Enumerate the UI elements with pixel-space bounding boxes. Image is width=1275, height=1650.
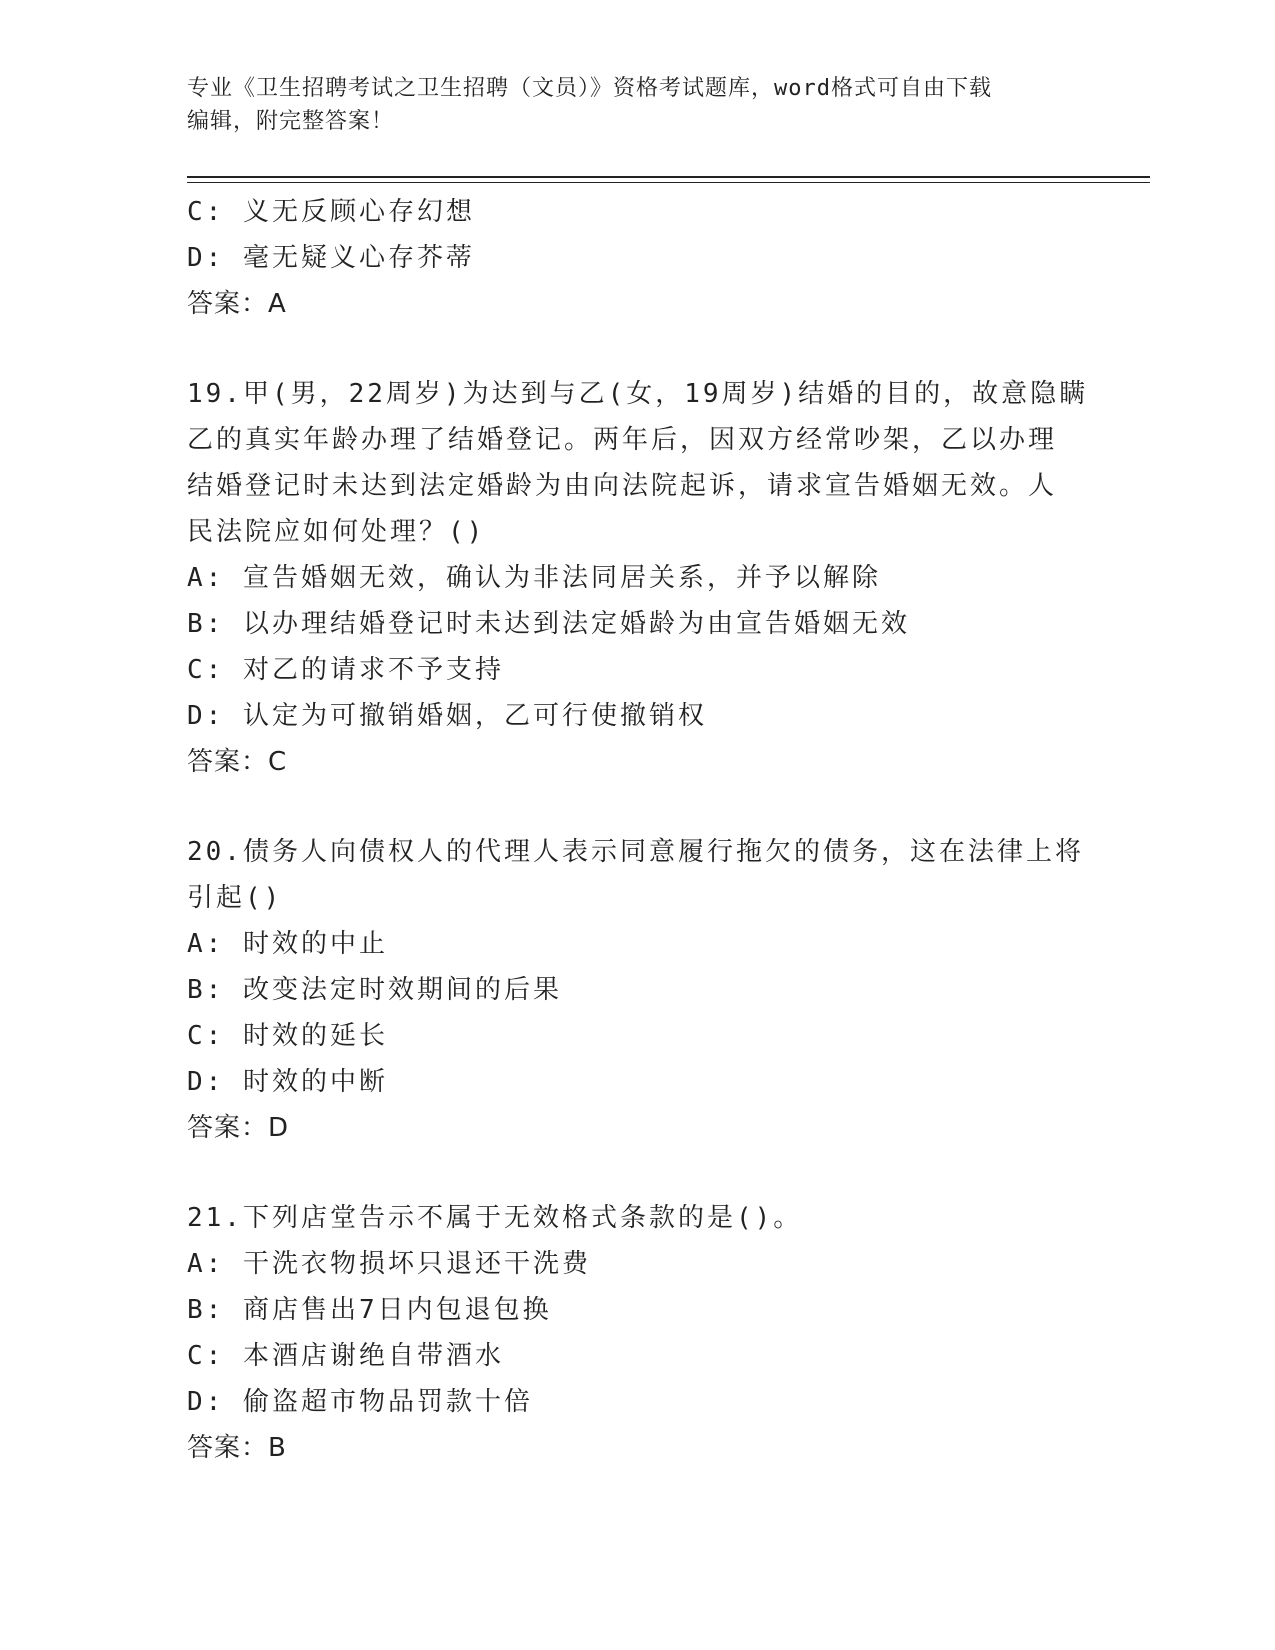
- option-d: D: 偷盗超市物品罚款十倍: [187, 1387, 533, 1417]
- question-19: [187, 371, 1087, 785]
- answer-line: 答案：A: [187, 289, 287, 319]
- option-d: D: 毫无疑义心存芥蒂: [187, 243, 475, 273]
- question-content: [187, 189, 1087, 1471]
- option-c: C: 对乙的请求不予支持: [187, 655, 504, 685]
- header-line-1: 专业《卫生招聘考试之卫生招聘（文员）》资格考试题库，word格式可自由下载: [187, 76, 992, 101]
- option-d: D: 认定为可撤销婚姻，乙可行使撤销权: [187, 701, 707, 731]
- question-stem-line: 民法院应如何处理？(): [187, 517, 486, 547]
- question-spacer: [187, 327, 1087, 371]
- answer-line: 答案：B: [187, 1433, 287, 1463]
- question-stem-line: 乙的真实年龄办理了结婚登记。两年后，因双方经常吵架，乙以办理: [187, 425, 1058, 455]
- question-spacer: [187, 785, 1087, 829]
- question-20: [187, 829, 1087, 1151]
- option-c: C: 时效的延长: [187, 1021, 388, 1051]
- answer-line: 答案：C: [187, 747, 288, 777]
- option-a: A: 宣告婚姻无效，确认为非法同居关系，并予以解除: [187, 563, 881, 593]
- option-b: B: 商店售出7日内包退包换: [187, 1295, 552, 1325]
- question-stem-line: 20.债务人向债权人的代理人表示同意履行拖欠的债务，这在法律上将: [187, 837, 1084, 867]
- header-rule-thick: [187, 176, 1150, 178]
- option-c: C: 义无反顾心存幻想: [187, 197, 475, 227]
- option-a: A: 时效的中止: [187, 929, 388, 959]
- previous-question: [187, 189, 1087, 327]
- question-stem-line: 结婚登记时未达到法定婚龄为由向法院起诉，请求宣告婚姻无效。人: [187, 471, 1058, 501]
- header-rule-thin: [187, 182, 1150, 183]
- question-stem-line: 21.下列店堂告示不属于无效格式条款的是()。: [187, 1203, 803, 1233]
- option-b: B: 改变法定时效期间的后果: [187, 975, 562, 1005]
- answer-line: 答案：D: [187, 1113, 290, 1143]
- option-a: A: 干洗衣物损坏只退还干洗费: [187, 1249, 591, 1279]
- question-21: [187, 1195, 1087, 1471]
- option-d: D: 时效的中断: [187, 1067, 388, 1097]
- document-header: [187, 72, 1067, 138]
- question-spacer: [187, 1151, 1087, 1195]
- option-b: B: 以办理结婚登记时未达到法定婚龄为由宣告婚姻无效: [187, 609, 910, 639]
- question-stem-line: 19.甲(男，22周岁)为达到与乙(女，19周岁)结婚的目的，故意隐瞒: [187, 379, 1089, 409]
- header-line-2: 编辑，附完整答案！: [187, 109, 395, 134]
- question-stem-line: 引起(): [187, 883, 283, 913]
- option-c: C: 本酒店谢绝自带酒水: [187, 1341, 504, 1371]
